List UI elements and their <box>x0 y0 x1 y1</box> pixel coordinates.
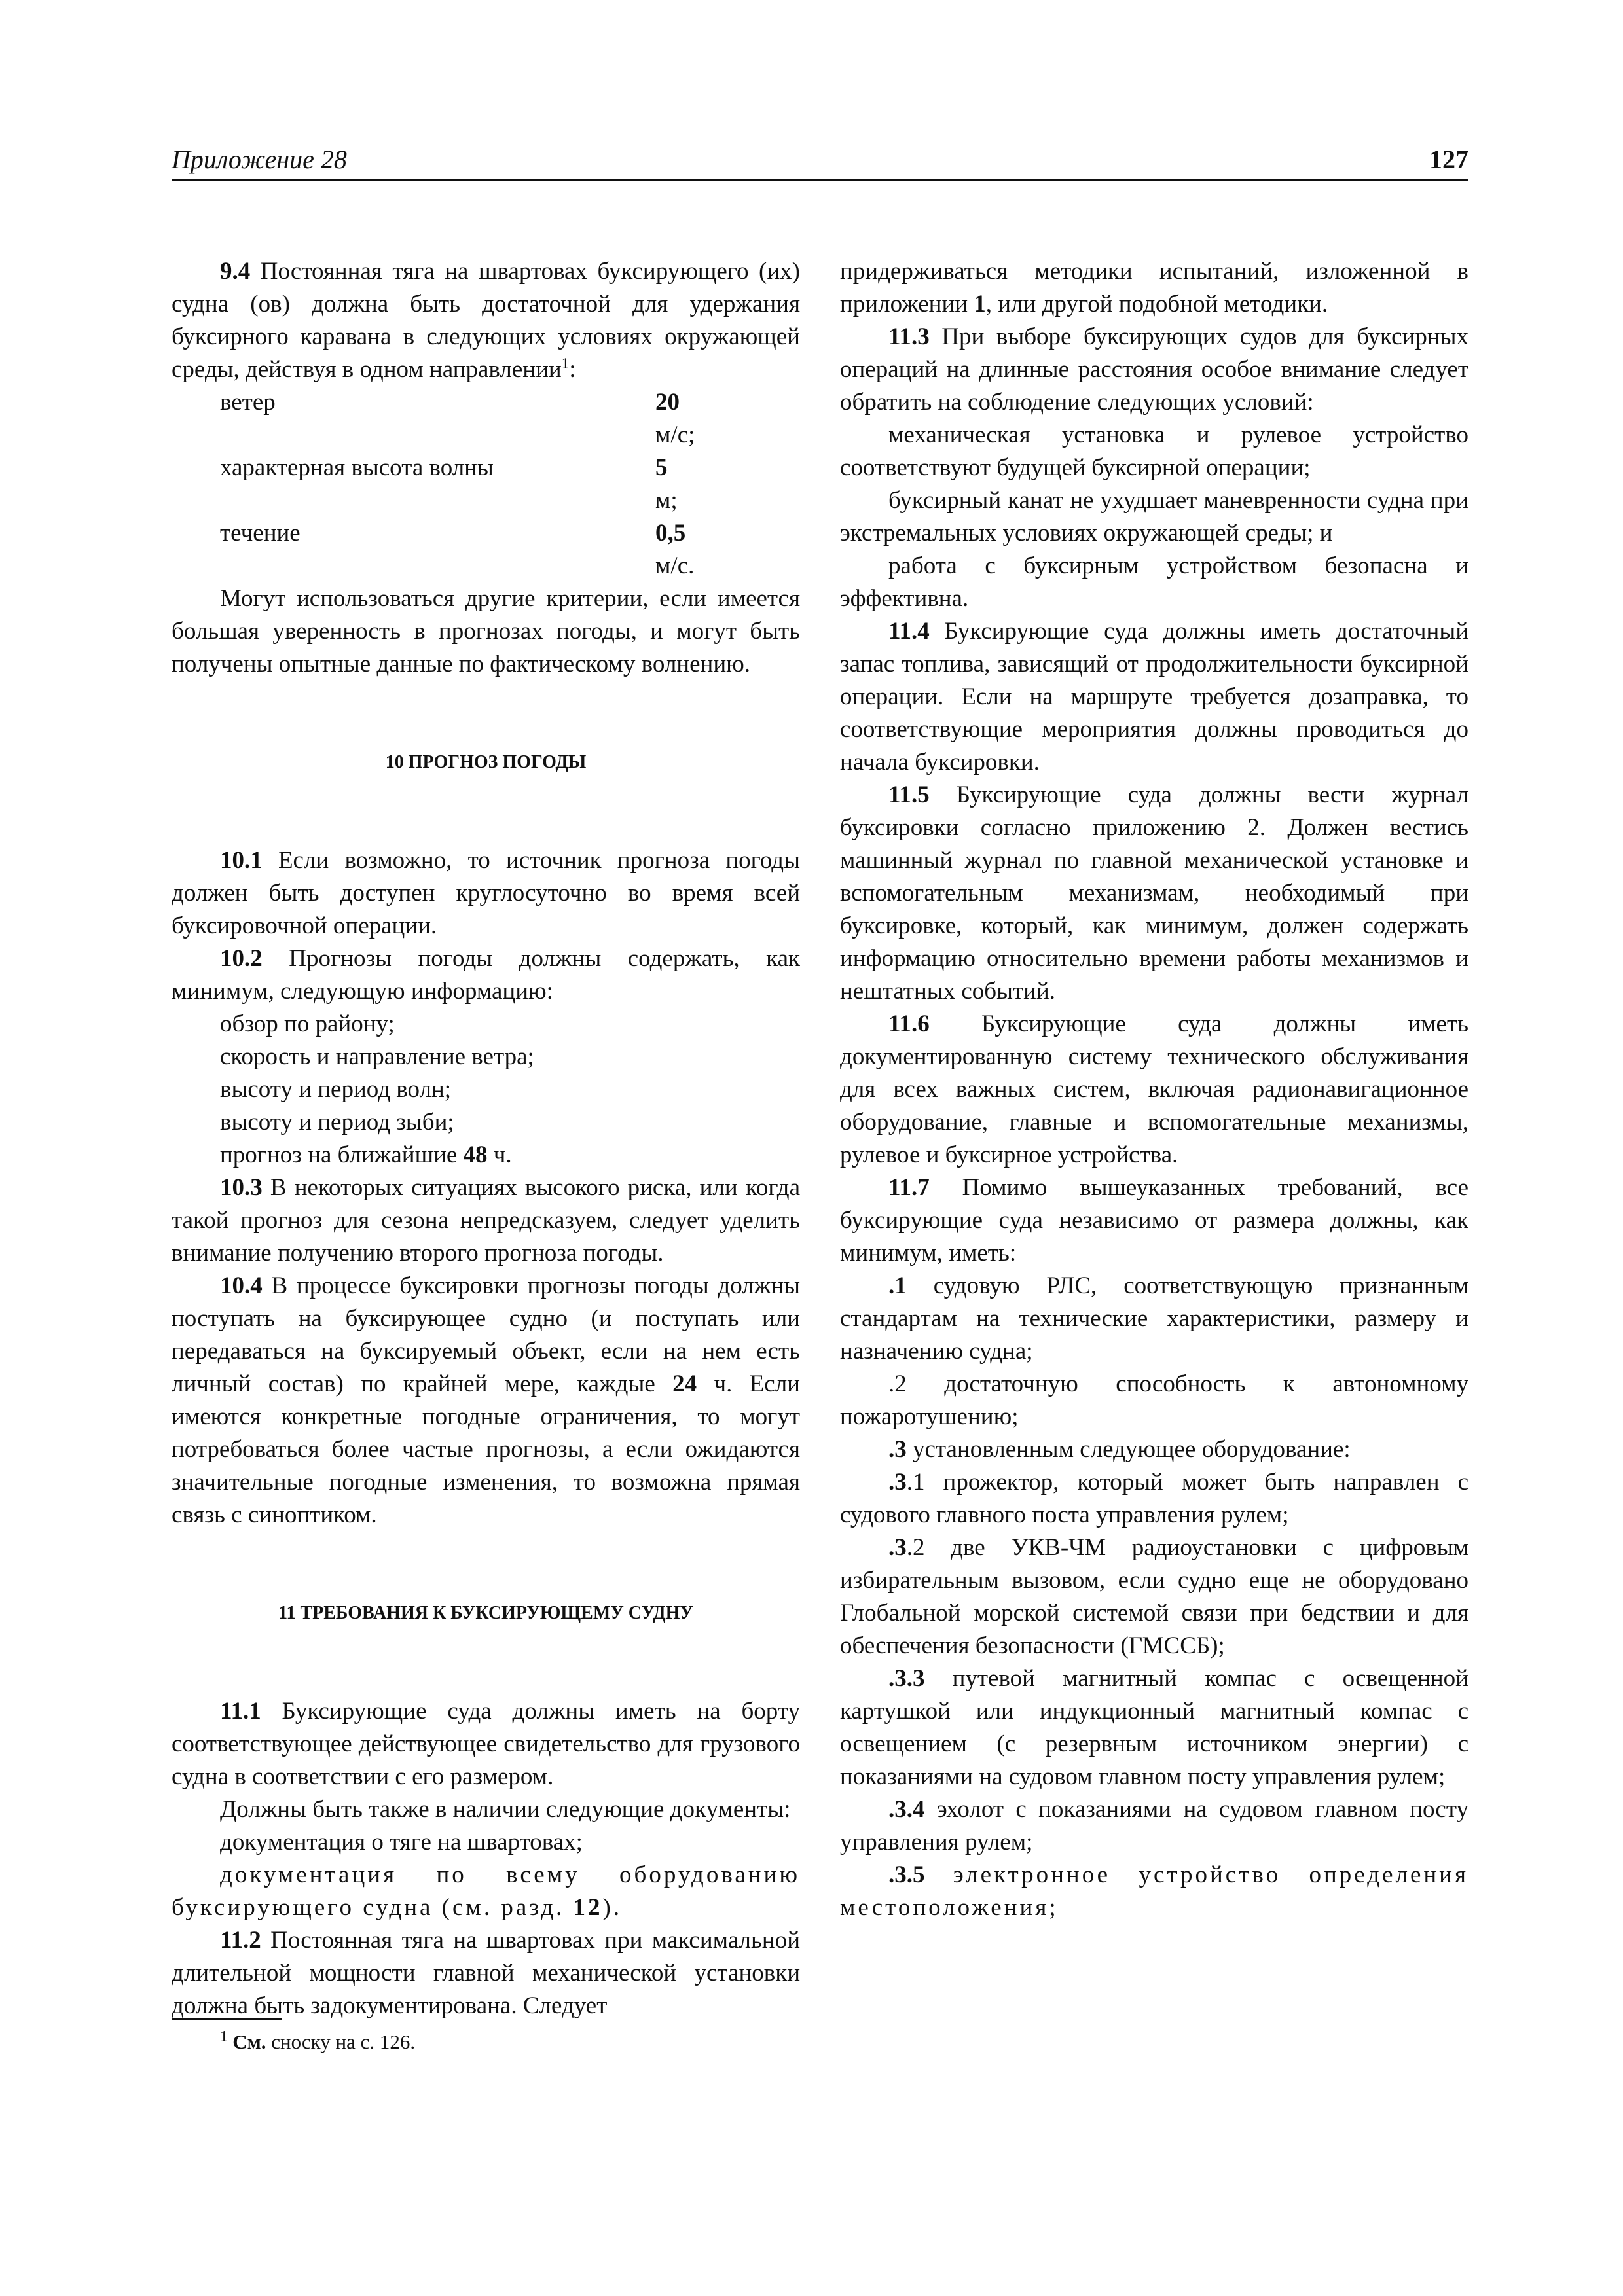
list-item: высоту и период волн; <box>220 1076 452 1103</box>
paragraph-11-1: 11.1 Буксирующие суда должны иметь на борту соответствующее действующее свидетельство для грузового судна в соответствии с его размером. <box>172 1698 800 1790</box>
subitem-2: .2 достаточную способность к автономному пожаротушению; <box>840 1371 1468 1430</box>
page-header <box>172 140 1468 181</box>
section-heading-11: 11 ТРЕБОВАНИЯ К БУКСИРУЮЩЕМУ СУДНУ <box>278 1603 693 1623</box>
list-item: обзор по району; <box>220 1011 395 1037</box>
footnote: $^1$ См. сноску на с. 126. <box>220 2028 416 2053</box>
paragraph-text: Могут использоваться другие критерии, если имеется большая уверенность в прогнозах погоды, и могут быть получены опытные данные по фактическому волнению. <box>172 585 800 677</box>
criteria-table <box>172 386 800 583</box>
running-title: Приложение 28 <box>172 145 347 174</box>
list-item: механическая установка и рулевое устройство соответствуют будущей буксирной операции; <box>840 422 1468 481</box>
paragraph-11-5: 11.5 Буксирующие суда должны вести журнал буксировки согласно приложению 2. Должен вестись машинный журнал по главной механической установке и вспомогательным механизмам, необходимый при буксировке, который, как минимум, должен содержать информацию относительно времени работы механизмов и нештатных событий. <box>840 781 1468 1005</box>
criteria-value: 0,5 м/с. <box>655 520 695 579</box>
subitem-3-5: .3.5 электронное устройство определения местоположения; <box>840 1861 1468 1921</box>
list-item: буксирный канат не ухудшает маневренности судна при экстремальных условиях окружающей среды; и <box>840 487 1468 547</box>
paragraph-10-2: 10.2 Прогнозы погоды должны содержать, как минимум, следующую информацию: <box>172 945 800 1005</box>
paragraph-text: Должны быть также в наличии следующие документы: <box>220 1796 791 1823</box>
left-column <box>172 255 800 2022</box>
criteria-value: 5 м; <box>655 454 678 514</box>
subitem-3: .3 установленным следующее оборудование: <box>888 1436 1351 1463</box>
subitem-3-3: .3.3 путевой магнитный компас с освещенной картушкой или индукционный магнитный компас с освещением (с резервным источником энергии) с показаниями на судовом главном посту управления рулем; <box>840 1665 1468 1790</box>
criteria-label: ветер <box>220 389 276 416</box>
list-item: документация о тяге на швартовах; <box>220 1829 583 1856</box>
paragraph-11-3: 11.3 При выборе буксирующих судов для буксирных операций на длинные расстояния особое внимание следует обратить на соблюдение следующих условий: <box>840 323 1468 416</box>
list-item: прогноз на ближайшие 48 ч. <box>220 1141 512 1168</box>
page-number: 127 <box>1429 145 1468 174</box>
paragraph-11-7: 11.7 Помимо вышеуказанных требований, все буксирующие суда независимо от размера должны, как минимум, иметь: <box>840 1174 1468 1266</box>
criteria-label: характерная высота волны <box>220 454 494 481</box>
list-item: работа с буксирным устройством безопасна и эффективна. <box>840 552 1468 612</box>
paragraph-11-4: 11.4 Буксирующие суда должны иметь достаточный запас топлива, зависящий от продолжительности буксирной операции. Если на маршруте требуется дозаправка, то соответствующие мероприятия должны проводиться до начала буксировки. <box>840 618 1468 776</box>
footnote-mark: 1 <box>220 2028 228 2045</box>
criteria-label: течение <box>220 520 301 547</box>
criteria-value: 20 м/с; <box>655 389 695 448</box>
paragraph-10-4: 10.4 В процессе буксировки прогнозы погоды должны поступать на буксирующее судно (и поступать или передаваться на буксируемый объект, если на нем есть личный состав) по крайней мере, каждые 24 ч. Если имеются конкретные погодные ограничения, то могут потребоваться более частые прогнозы, а если ожидаются значительные погодные изменения, то возможна прямая связь с синоптиком. <box>172 1272 800 1528</box>
paragraph-continuation: придерживаться методики испытаний, изложенной в приложении 1, или другой подобной методики. <box>840 258 1468 317</box>
subitem-3-1: .3.1 прожектор, который может быть направлен с судового главного поста управления рулем; <box>840 1469 1468 1528</box>
list-item: высоту и период зыби; <box>220 1109 454 1136</box>
right-column <box>840 255 1468 1924</box>
paragraph-11-6: 11.6 Буксирующие суда должны иметь документированную систему технического обслуживания для всех важных систем, включая радионавигационное оборудование, главные и вспомогательные механизмы, рулевое и буксирное устройства. <box>840 1011 1468 1168</box>
subitem-3-2: .3.2 две УКВ-ЧМ радиоустановки с цифровым избирательным вызовом, если судно еще не оборудовано Глобальной морской системой связи при бедствии и для обеспечения безопасности (ГМССБ); <box>840 1534 1468 1659</box>
paragraph-10-3: 10.3 В некоторых ситуациях высокого риска, или когда такой прогноз для сезона непредсказуем, следует уделить внимание получению второго прогноза погоды. <box>172 1174 800 1266</box>
paragraph-11-2: 11.2 Постоянная тяга на швартовах при максимальной длительной мощности главной механической установки должна быть задокументирована. Следует <box>172 1927 800 2019</box>
list-item: скорость и направление ветра; <box>220 1043 534 1070</box>
paragraph-number: 9.4 <box>220 258 251 285</box>
paragraph-9-4: 9.4 Постоянная тяга на швартовах буксирующего (их) судна (ов) должна быть достаточной для удержания буксирного каравана в следующих условиях окружающей среды, действуя в одном направлении$^1$: <box>172 258 800 383</box>
list-item: документация по всему оборудованию буксирующего судна (см. разд. 12). <box>172 1861 800 1921</box>
footnote-mark: 1 <box>561 355 570 372</box>
section-heading-10: 10 ПРОГНОЗ ПОГОДЫ <box>385 752 587 772</box>
paragraph-10-1: 10.1 Если возможно, то источник прогноза погоды должен быть доступен круглосуточно во время всей буксировочной операции. <box>172 847 800 939</box>
footnote-divider <box>172 2018 282 2020</box>
subitem-3-4: .3.4 эхолот с показаниями на судовом главном посту управления рулем; <box>840 1796 1468 1856</box>
subitem-1: .1 судовую РЛС, соответствующую признанным стандартам на технические характеристики, размеру и назначению судна; <box>840 1272 1468 1365</box>
